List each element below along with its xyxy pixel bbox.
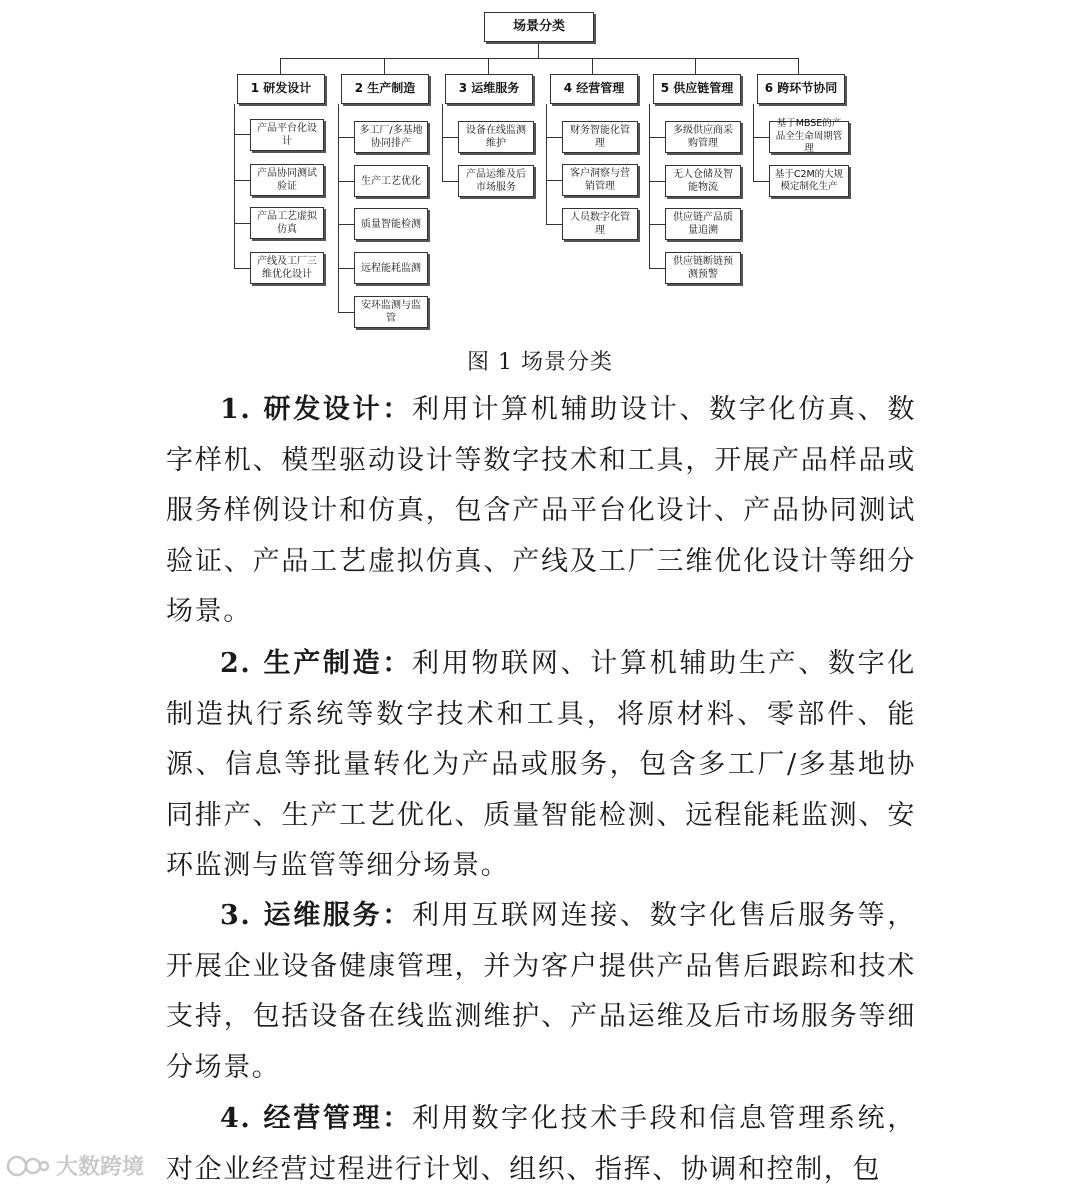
watermark-logo-icon	[6, 1155, 50, 1177]
paragraph-body: 利用物联网、计算机辅助生产、数字化制造执行系统等数字技术和工具，将原材料、零部件、能源、信息等批量转化为产品或服务，包含多工厂/多基地协同排产、生产工艺优化、质量智能检测、远程能耗监测、安环监测与监管等细分场景。	[166, 648, 916, 881]
paragraph-rd-design	[166, 385, 916, 638]
subscene-item: 远程能耗监测	[354, 252, 428, 284]
subscene-item: 产品协同测试验证	[250, 164, 324, 196]
subscene-item: 供应链产品质量追溯	[665, 208, 741, 240]
paragraph-body: 利用计算机辅助设计、数字化仿真、数字样机、模型驱动设计等数字技术和工具，开展产品样品或服务样例设计和仿真，包含产品平台化设计、产品协同测试验证、产品工艺虚拟仿真、产线及工厂三维优化设计等细分场景。	[166, 394, 916, 627]
paragraph-heading: 3. 运维服务：	[220, 900, 413, 931]
subscene-item: 供应链断链预测预警	[665, 252, 741, 284]
subscene-item: 多工厂/多基地协同排产	[354, 121, 428, 153]
diagram-root: 场景分类	[484, 12, 594, 42]
category-rd-design: 1 研发设计	[237, 74, 325, 104]
subscene-item: 产品平台化设计	[250, 119, 324, 151]
subscene-item: 安环监测与监管	[354, 296, 428, 328]
paragraph-production	[166, 639, 916, 892]
subscene-item: 基于MBSE的产品全生命周期管理	[769, 121, 849, 153]
watermark	[6, 1150, 144, 1181]
subscene-item: 基于C2M的大规模定制化生产	[769, 165, 849, 197]
subscene-item: 产品运维及后市场服务	[458, 165, 534, 197]
subscene-item: 设备在线监测维护	[458, 121, 534, 153]
watermark-text: 大数跨境	[56, 1155, 145, 1180]
subscene-item: 多级供应商采购管理	[665, 121, 741, 153]
paragraph-business-management	[166, 1094, 916, 1195]
category-business-management: 4 经营管理	[550, 74, 638, 104]
subscene-item: 产线及工厂三维优化设计	[250, 252, 324, 284]
paragraph-heading: 1. 研发设计：	[220, 394, 413, 425]
paragraph-heading: 4. 经营管理：	[220, 1103, 413, 1134]
paragraph-heading: 2. 生产制造：	[220, 648, 413, 679]
subscene-item: 产品工艺虚拟仿真	[250, 207, 324, 239]
category-cross-link: 6 跨环节协同	[757, 74, 845, 104]
subscene-item: 质量智能检测	[354, 208, 428, 240]
paragraph-operations-service	[166, 891, 916, 1093]
subscene-item: 人员数字化管理	[562, 208, 638, 240]
subscene-item: 无人仓储及智能物流	[665, 165, 741, 197]
paragraph-body: 利用互联网连接、数字化售后服务等，开展企业设备健康管理，并为客户提供产品售后跟踪和技术支持，包括设备在线监测维护、产品运维及后市场服务等细分场景。	[166, 900, 916, 1083]
category-supply-chain: 5 供应链管理	[653, 74, 741, 104]
figure-caption: 图 1 场景分类	[467, 350, 613, 375]
category-operations-service: 3 运维服务	[445, 74, 533, 104]
subscene-item: 客户洞察与营销管理	[562, 164, 638, 196]
paragraph-body: 利用数字化技术手段和信息管理系统，对企业经营过程进行计划、组织、指挥、协调和控制，包	[166, 1103, 916, 1185]
category-production: 2 生产制造	[341, 74, 429, 104]
subscene-item: 生产工艺优化	[354, 165, 428, 197]
subscene-item: 财务智能化管理	[562, 121, 638, 153]
